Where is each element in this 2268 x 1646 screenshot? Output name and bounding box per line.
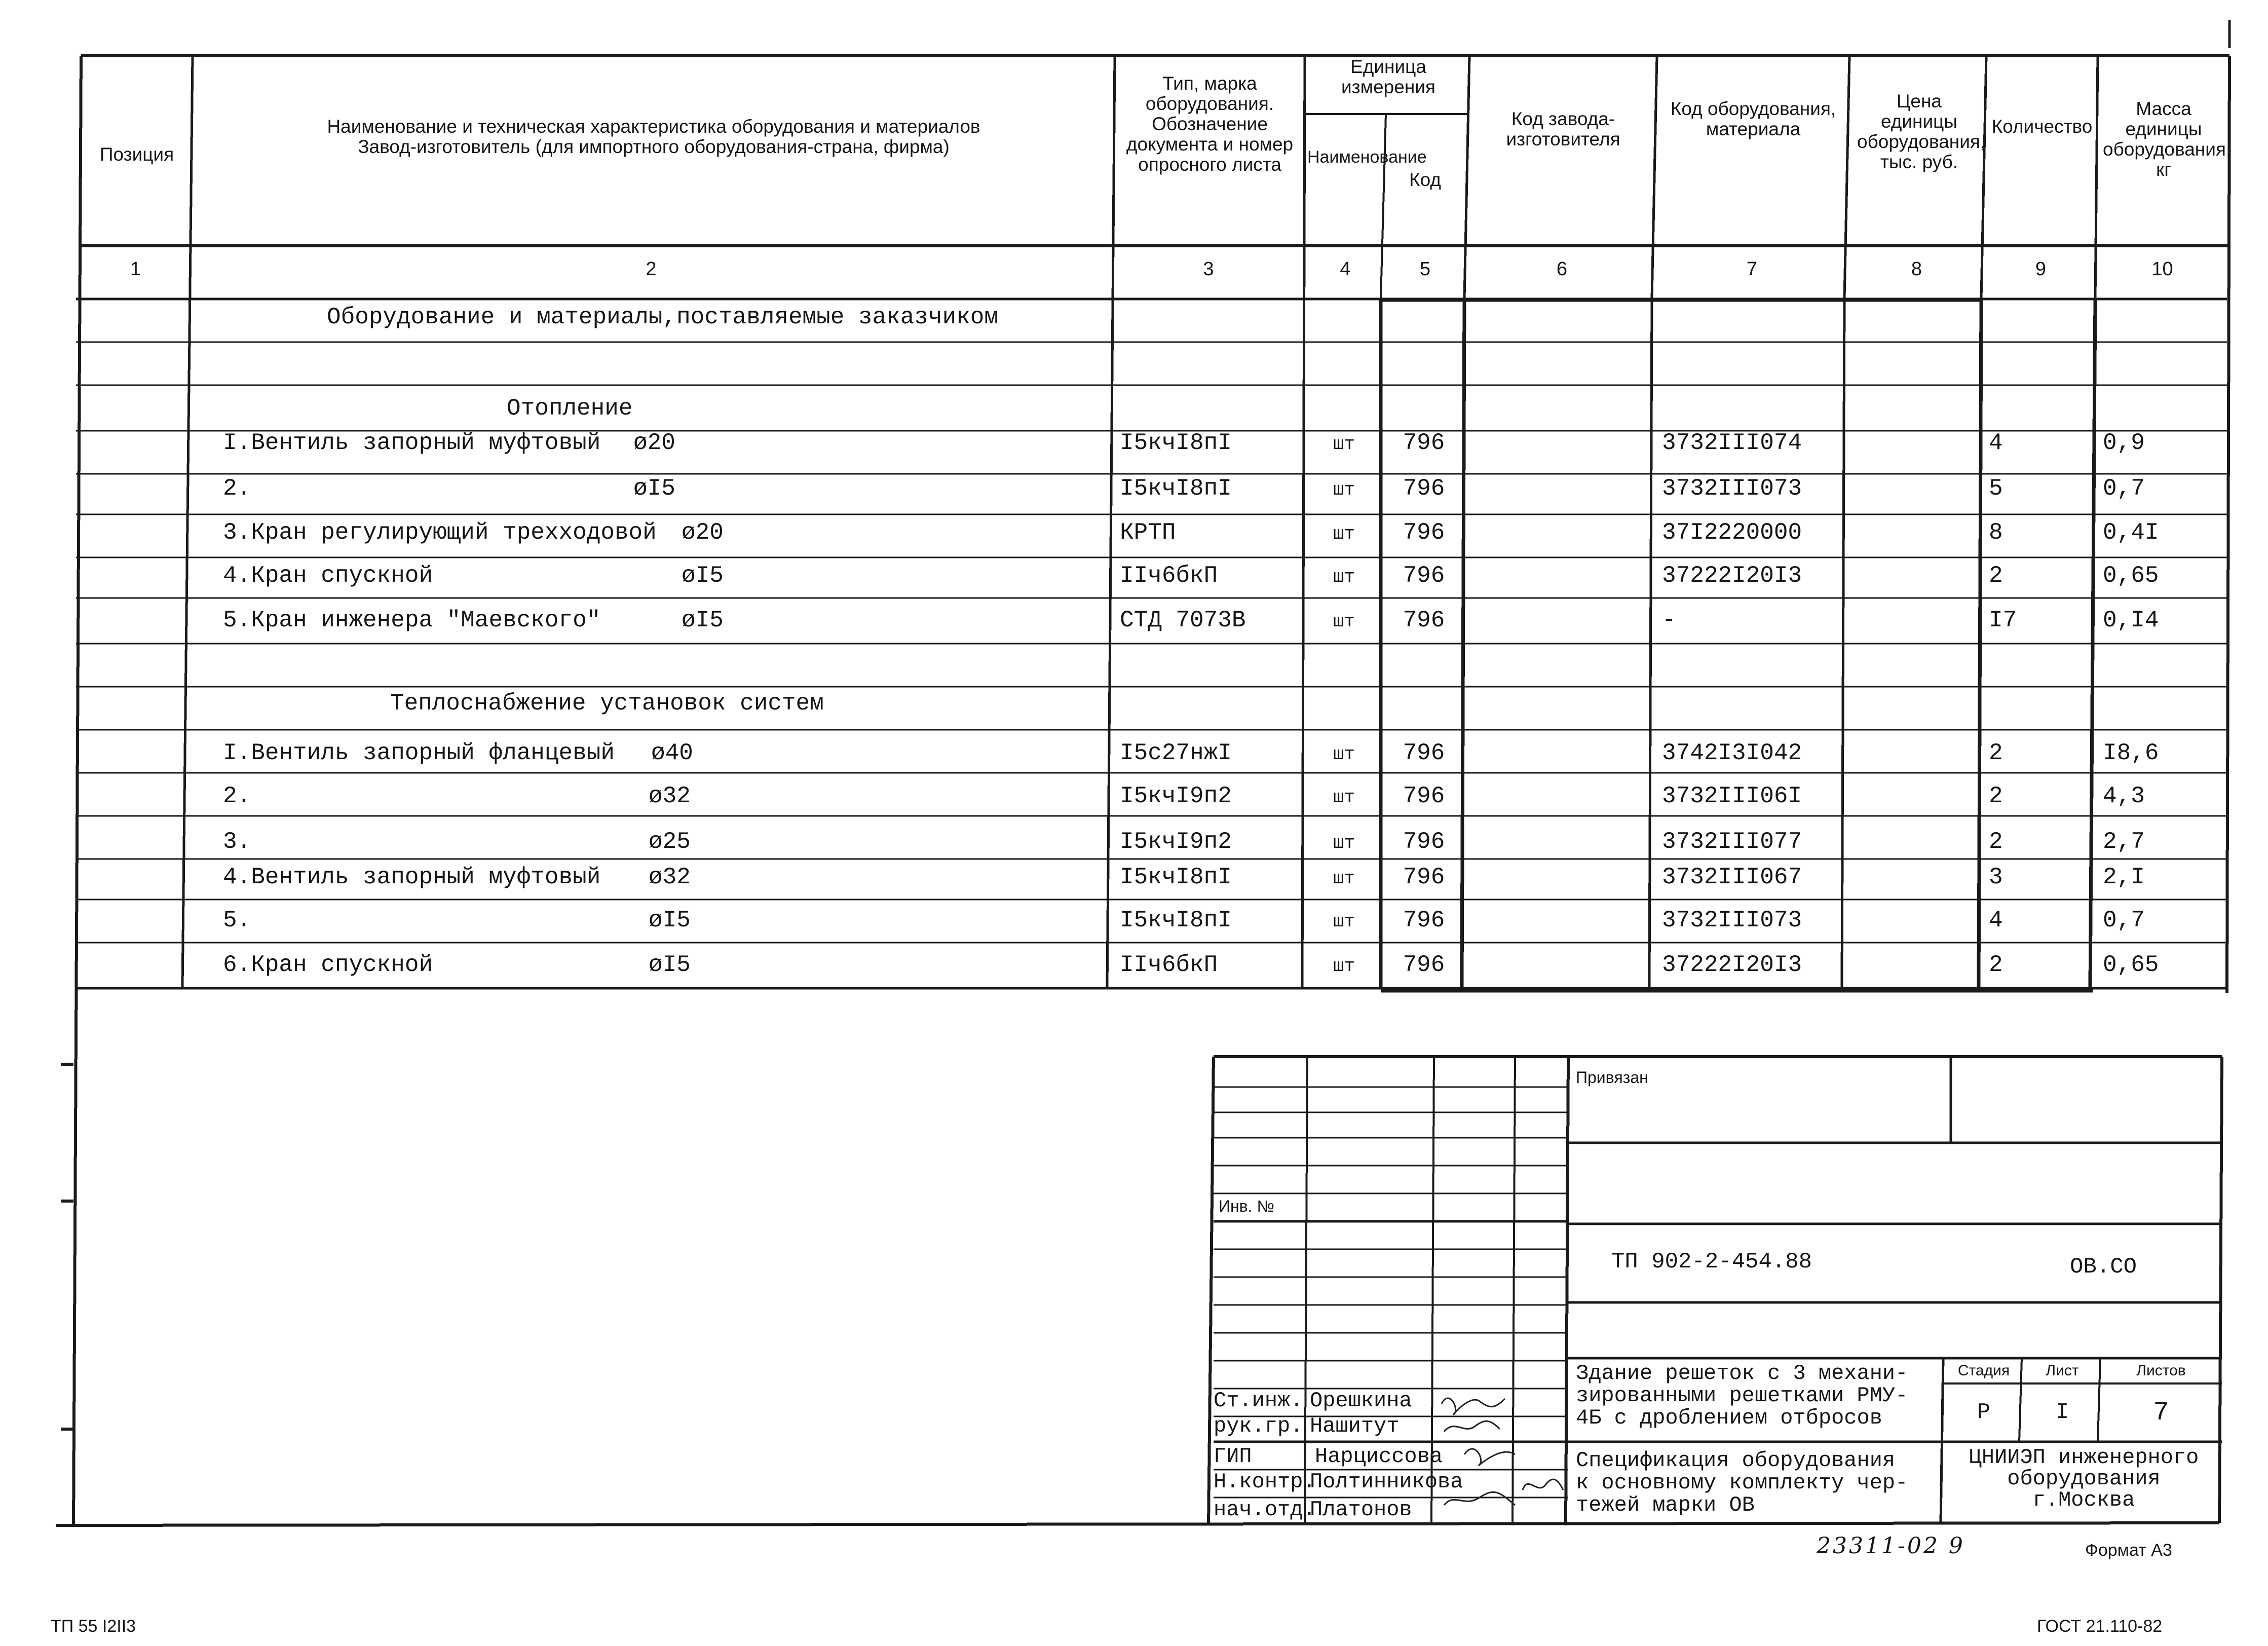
staff-role: нач.отд. [1214,1498,1316,1522]
item-name: 3.Кран регулирующий трехходовой [223,519,657,546]
footer-right-code: ГОСТ 21.110-82 [2037,1617,2163,1636]
item-diameter: øI5 [649,907,691,933]
spec-line: Спецификация оборудования [1576,1448,1896,1473]
item-unit: шт [1333,744,1355,765]
column-number: 10 [2151,258,2173,280]
item-equip: 3732III06I [1662,783,1802,809]
staff-role: ГИП [1214,1444,1252,1469]
column-number: 1 [130,258,141,280]
item-equip: 3732III074 [1662,430,1802,456]
item-name: 2. [223,475,251,502]
item-qty: 4 [1989,430,2003,456]
header-unit-code: Код [1409,169,1441,190]
item-equip: 37I2220000 [1662,519,1802,546]
item-qty: 2 [1989,952,2003,978]
header-qty: Количество [1991,116,2093,137]
org-line: ЦНИИЭП инженерного [1969,1445,2199,1470]
item-diameter: øI5 [682,563,724,589]
item-name: 6.Кран спускной [223,952,433,978]
item-equip: 37222I20I3 [1662,952,1802,978]
item-diameter: ø32 [649,864,691,890]
header-unit: Единица измерения [1341,56,1435,97]
item-unit: шт [1333,567,1355,587]
bound-label: Привязан [1576,1068,1648,1087]
staff-name: Орешкина [1310,1389,1412,1413]
header-name [198,117,1110,157]
column-number: 4 [1340,258,1351,280]
item-mass: 0,4I [2103,519,2159,546]
item-diameter: ø32 [649,783,691,809]
item-type: I5кчI8пI [1120,475,1232,502]
item-code: 796 [1403,829,1445,855]
building-line: зированными решетками РМУ- [1576,1383,1908,1408]
spec-title [1576,1449,1908,1516]
staff-name: Платонов [1310,1498,1412,1522]
inventory-number: 23311-02 9 [1817,1533,1965,1559]
item-type: IIч6бкП [1120,563,1218,589]
signature-marks [1434,1383,1520,1525]
item-name: 3. [223,829,251,855]
item-mass: 0,65 [2103,563,2159,589]
item-code: 796 [1403,475,1445,502]
header-position: Позиция [99,144,174,165]
item-code: 796 [1403,430,1445,456]
item-code: 796 [1403,519,1445,546]
spec-line: тежей марки ОВ [1576,1493,1755,1517]
item-name: 2. [223,783,251,809]
sheets-value: 7 [2153,1398,2169,1428]
item-code: 796 [1403,783,1445,809]
header-price: Цена единицы оборудования, тыс. руб. [1857,91,1986,172]
item-type: I5кчI8пI [1120,907,1232,933]
staff-role: Н.контр. [1214,1470,1316,1494]
org-line: оборудования [2007,1467,2161,1491]
column-number: 9 [2035,258,2047,280]
header-mass: Масса единицы оборудования, кг [2103,98,2232,180]
item-equip: - [1662,607,1676,633]
item-code: 796 [1403,607,1445,633]
item-code: 796 [1403,864,1445,890]
item-unit: шт [1333,434,1355,455]
header-equip-code: Код оборудования, материала [1670,98,1836,139]
item-name: 4.Кран спускной [223,563,433,589]
column-number: 6 [1556,258,1568,280]
item-diameter: ø20 [633,430,675,456]
item-qty: 2 [1989,740,2003,766]
building-line: Здание решеток с 3 механи- [1576,1361,1908,1386]
spec-line: к основному комплекту чер- [1576,1471,1908,1495]
item-qty: 2 [1989,783,2003,809]
item-qty: 8 [1989,519,2003,546]
section-title-heat-supply: Теплоснабжение установок систем [390,690,824,717]
org-name [1946,1447,2222,1511]
item-mass: 0,9 [2103,430,2145,456]
item-mass: 0,7 [2103,907,2145,933]
item-type: КРТП [1120,519,1176,546]
item-diameter: øI5 [633,475,675,502]
staff-name: Нарциссова [1315,1444,1443,1469]
item-name: I.Вентиль запорный фланцевый [223,740,615,766]
building-title [1576,1362,1908,1429]
format-label: Формат А3 [2085,1541,2172,1560]
item-unit: шт [1333,956,1355,977]
item-type: I5с27нжI [1120,740,1232,766]
item-type: IIч6бкП [1120,952,1218,978]
section-title-main: Оборудование и материалы,поставляемые заказчиком [327,304,999,330]
column-number: 2 [646,258,657,280]
item-equip: 3732III073 [1662,475,1802,502]
column-number: 3 [1203,258,1214,280]
item-mass: 0,I4 [2103,607,2159,633]
building-line: 4Б с дроблением отбросов [1576,1406,1882,1430]
item-qty: 5 [1989,475,2003,502]
staff-name: Нашитут [1310,1414,1400,1438]
item-type: I5кчI8пI [1120,864,1232,890]
item-code: 796 [1403,952,1445,978]
item-type: I5кчI8пI [1120,430,1232,456]
item-mass: 4,3 [2103,783,2145,809]
item-mass: 0,65 [2103,952,2159,978]
item-equip: 3742I3I042 [1662,740,1802,766]
column-number: 7 [1746,258,1758,280]
item-qty: 2 [1989,563,2003,589]
sheet-value: I [2055,1400,2069,1425]
header-name-line2: Завод-изготовитель (для импортного оборудования-страна, фирма) [358,136,950,157]
item-mass: 2,7 [2103,829,2145,855]
item-code: 796 [1403,907,1445,933]
doc-mark: ОВ.СО [2070,1254,2137,1280]
column-number: 8 [1911,258,1922,280]
header-type: Тип, марка оборудования. Обозначение документа и номер опросного листа [1126,73,1294,175]
item-equip: 3732III067 [1662,864,1802,890]
item-diameter: ø40 [651,740,693,766]
item-unit: шт [1333,611,1355,632]
item-mass: 2,I [2103,864,2145,890]
item-mass: I8,6 [2103,740,2159,766]
item-name: 5.Кран инженера "Маевского" [223,607,601,633]
item-name: I.Вентиль запорный муфтовый [223,430,601,456]
staff-name: Полтинникова [1310,1470,1463,1494]
item-name: 4.Вентиль запорный муфтовый [223,864,601,890]
signature-mark-small [1518,1472,1566,1498]
header-unit-name: Наименование [1307,147,1427,167]
item-qty: 3 [1989,864,2003,890]
item-type: I5кчI9п2 [1120,783,1232,809]
item-qty: I7 [1989,607,2017,633]
item-diameter: ø25 [649,829,691,855]
footer-left-code: ТП 55 I2II3 [51,1617,136,1636]
item-name: 5. [223,907,251,933]
item-code: 796 [1403,563,1445,589]
item-diameter: ø20 [682,519,724,546]
org-line: г.Москва [2032,1488,2135,1512]
header-factory-code: Код завода-изготовителя [1506,108,1620,149]
stage-value: Р [1977,1400,1991,1425]
item-unit: шт [1333,479,1355,500]
item-equip: 3732III077 [1662,829,1802,855]
item-qty: 2 [1989,829,2003,855]
stage-label: Стадия [1957,1362,2010,1379]
item-code: 796 [1403,740,1445,766]
item-type: I5кчI9п2 [1120,829,1232,855]
sheets-label: Листов [2136,1362,2186,1379]
doc-number: ТП 902-2-454.88 [1611,1249,1812,1275]
header-name-line1: Наименование и техническая характеристика оборудования и материалов [327,116,980,137]
inv-label: Инв. № [1219,1197,1274,1215]
item-equip: 37222I20I3 [1662,563,1802,589]
sheet-label: Лист [2046,1362,2079,1379]
column-number: 5 [1419,258,1431,280]
item-equip: 3732III073 [1662,907,1802,933]
item-qty: 4 [1989,907,2003,933]
item-type: СТД 7073В [1120,607,1246,633]
item-unit: шт [1333,833,1355,853]
staff-role: Ст.инж. [1214,1389,1303,1413]
item-unit: шт [1333,911,1355,932]
item-diameter: øI5 [682,607,724,633]
item-mass: 0,7 [2103,475,2145,502]
item-unit: шт [1333,868,1355,889]
item-unit: шт [1333,523,1355,544]
section-title-heating: Отопление [507,395,633,422]
item-unit: шт [1333,787,1355,808]
staff-role: рук.гр. [1214,1414,1303,1438]
item-diameter: øI5 [649,952,691,978]
